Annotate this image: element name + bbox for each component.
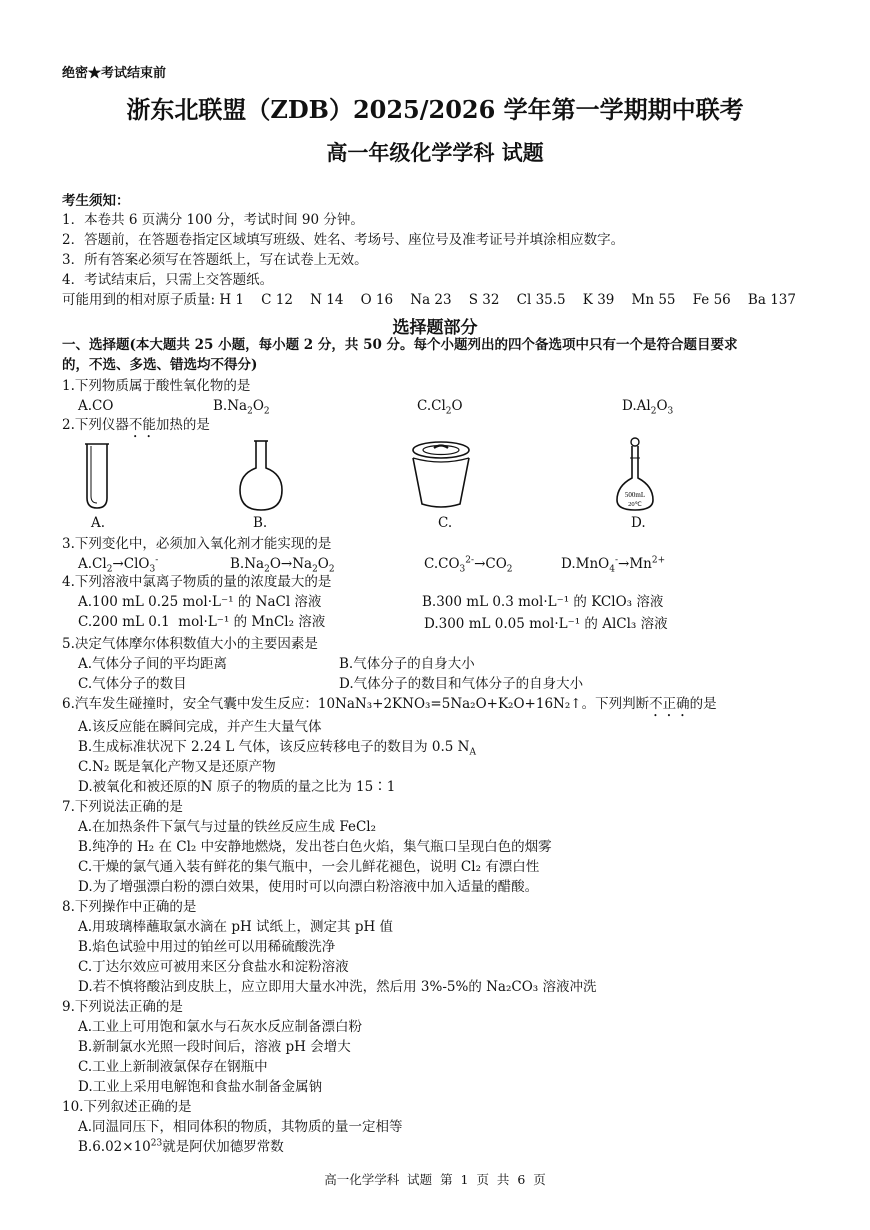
round-bottom-flask-icon — [236, 438, 286, 514]
option-a: A.工业上可用饱和氯水与石灰水反应制备漂白粉 — [78, 1019, 363, 1035]
section-title: 选择题部分 — [392, 318, 478, 338]
part1-instructions: 的，不选、多选、错选均不得分) — [62, 357, 258, 373]
option-d: $D.Al_2O_3$ — [622, 398, 674, 417]
apparatus-label-d: D. — [631, 515, 646, 531]
notice-item: 4．考试结束后，只需上交答题纸。 — [62, 272, 274, 288]
question-stem: 7.下列说法正确的是 — [62, 799, 183, 815]
atomic-masses: 可能用到的相对原子质量: H 1 C 12 N 14 O 16 Na 23 S 32 Cl 35.5 K 39 Mn 55 Fe 56 Ba 137 — [62, 292, 796, 308]
option-c: C.干燥的氯气通入装有鲜花的集气瓶中，一会儿鲜花褪色，说明 Cl₂ 有漂白性 — [78, 859, 540, 875]
crucible-icon — [408, 438, 474, 510]
option-a: $A.Cl_2\to ClO_3^-$ — [78, 555, 159, 575]
question-stem: 8.下列操作中正确的是 — [62, 899, 197, 915]
exam-subtitle: 高一年级化学学科 试题 — [326, 140, 544, 165]
flask-volume-label: 500mL — [624, 491, 646, 499]
option-c: C.N₂ 既是氧化产物又是还原产物 — [78, 759, 276, 775]
option-a: A.CO — [78, 398, 114, 414]
option-b: B.焰色试验中用过的铂丝可以用稀硫酸洗净 — [78, 939, 336, 955]
notice-item: 3．所有答案必须写在答题纸上，写在试卷上无效。 — [62, 252, 368, 268]
apparatus-label-a: A. — [91, 515, 106, 531]
option-b: $B.Na_2O\to Na_2O_2$ — [230, 556, 335, 575]
question-stem: 4.下列溶液中氯离子物质的量的浓度最大的是 — [62, 574, 332, 590]
option-d: D.300 mL 0.05 mol·L⁻¹ 的 AlCl₃ 溶液 — [424, 616, 668, 632]
apparatus-label-c: C. — [438, 515, 453, 531]
option-b: B.纯净的 H₂ 在 Cl₂ 中安静地燃烧，发出苍白色火焰，集气瓶口呈现白色的烟雾 — [78, 839, 552, 855]
option-c: C.200 mL 0.1 mol·L⁻¹ 的 MnCl₂ 溶液 — [78, 614, 326, 630]
option-d: D.为了增强漂白粉的漂白效果，使用时可以向漂白粉溶液中加入适量的醋酸。 — [78, 879, 539, 895]
option-a: A.在加热条件下氯气与过量的铁丝反应生成 FeCl₂ — [78, 819, 377, 835]
option-d: D.工业上采用电解饱和食盐水制备金属钠 — [78, 1079, 323, 1095]
option-a: A.同温同压下，相同体积的物质，其物质的量一定相等 — [78, 1119, 403, 1135]
question-stem: 3.下列变化中，必须加入氧化剂才能实现的是 — [62, 536, 332, 552]
part1-instructions: 一、选择题(本大题共 25 小题，每小题 2 分，共 50 分。每个小题列出的四个备选项中只有一个是符合题目要求 — [62, 337, 738, 353]
option-b: $B.6.02\times 10^{23}$就是阿伏加德罗常数 — [78, 1138, 284, 1155]
question-stem: 1.下列物质属于酸性氧化物的是 — [62, 378, 251, 394]
volumetric-flask-icon — [614, 436, 656, 514]
option-b: B.新制氯水光照一段时间后，溶液 pH 会增大 — [78, 1039, 351, 1055]
option-b: B.300 mL 0.3 mol·L⁻¹ 的 KClO₃ 溶液 — [422, 594, 664, 610]
question-stem: 9.下列说法正确的是 — [62, 999, 183, 1015]
option-a: A.该反应能在瞬间完成，并产生大量气体 — [78, 719, 322, 735]
option-d: D.气体分子的数目和气体分子的自身大小 — [339, 676, 584, 692]
option-c: C.气体分子的数目 — [78, 676, 187, 692]
option-c: C.丁达尔效应可被用来区分食盐水和淀粉溶液 — [78, 959, 349, 975]
confidential-mark: 绝密★考试结束前 — [62, 66, 167, 81]
option-d: $D.MnO_4^-\to Mn^{2+}$ — [561, 555, 666, 575]
notice-item: 1．本卷共 6 页满分 100 分，考试时间 90 分钟。 — [62, 212, 364, 228]
option-c: $C.CO_3^{2-}\to CO_2$ — [424, 555, 513, 575]
question-stem: 10.下列叙述正确的是 — [62, 1099, 192, 1115]
test-tube-icon — [82, 440, 112, 512]
option-c: $C.Cl_2O$ — [417, 398, 463, 417]
option-b: B.气体分子的自身大小 — [339, 656, 475, 672]
option-b: $B.Na_2O_2$ — [213, 398, 270, 417]
exam-title: 浙东北联盟（ZDB）2025/2026 学年第一学期期中联考 — [126, 95, 744, 124]
option-a: A.用玻璃棒蘸取氯水滴在 pH 试纸上，测定其 pH 值 — [78, 919, 394, 935]
option-d: D.若不慎将酸沾到皮肤上，应立即用大量水冲洗，然后用 3%-5%的 Na₂CO₃ 溶液冲洗 — [78, 979, 597, 995]
question-stem: 6.汽车发生碰撞时，安全气囊中发生反应：10NaN₃+2KNO₃=5Na₂O+K₂O+16N₂↑。下列判断不正确的是 — [62, 696, 717, 712]
notice-item: 2．答题前，在答题卷指定区域填写班级、姓名、考场号、座位号及准考证号并填涂相应数字。 — [62, 232, 625, 248]
option-a: A.100 mL 0.25 mol·L⁻¹ 的 NaCl 溶液 — [78, 594, 322, 610]
question-stem: 2.下列仪器不能加热的是 — [62, 417, 210, 433]
notice-heading: 考生须知： — [62, 193, 130, 209]
option-a: A.气体分子间的平均距离 — [78, 656, 228, 672]
apparatus-label-b: B. — [253, 515, 268, 531]
flask-temp-label: 20℃ — [628, 501, 642, 508]
option-b: B.生成标准状况下 2.24 L 气体，该反应转移电子的数目为 0.5 $N_A$ — [78, 739, 476, 758]
option-d: D.被氧化和被还原的N 原子的物质的量之比为 15∶1 — [78, 779, 396, 795]
option-c: C.工业上新制液氯保存在钢瓶中 — [78, 1059, 268, 1075]
page-footer: 高一化学学科 试题 第 1 页 共 6 页 — [324, 1172, 546, 1187]
question-stem: 5.决定气体摩尔体积数值大小的主要因素是 — [62, 636, 318, 652]
